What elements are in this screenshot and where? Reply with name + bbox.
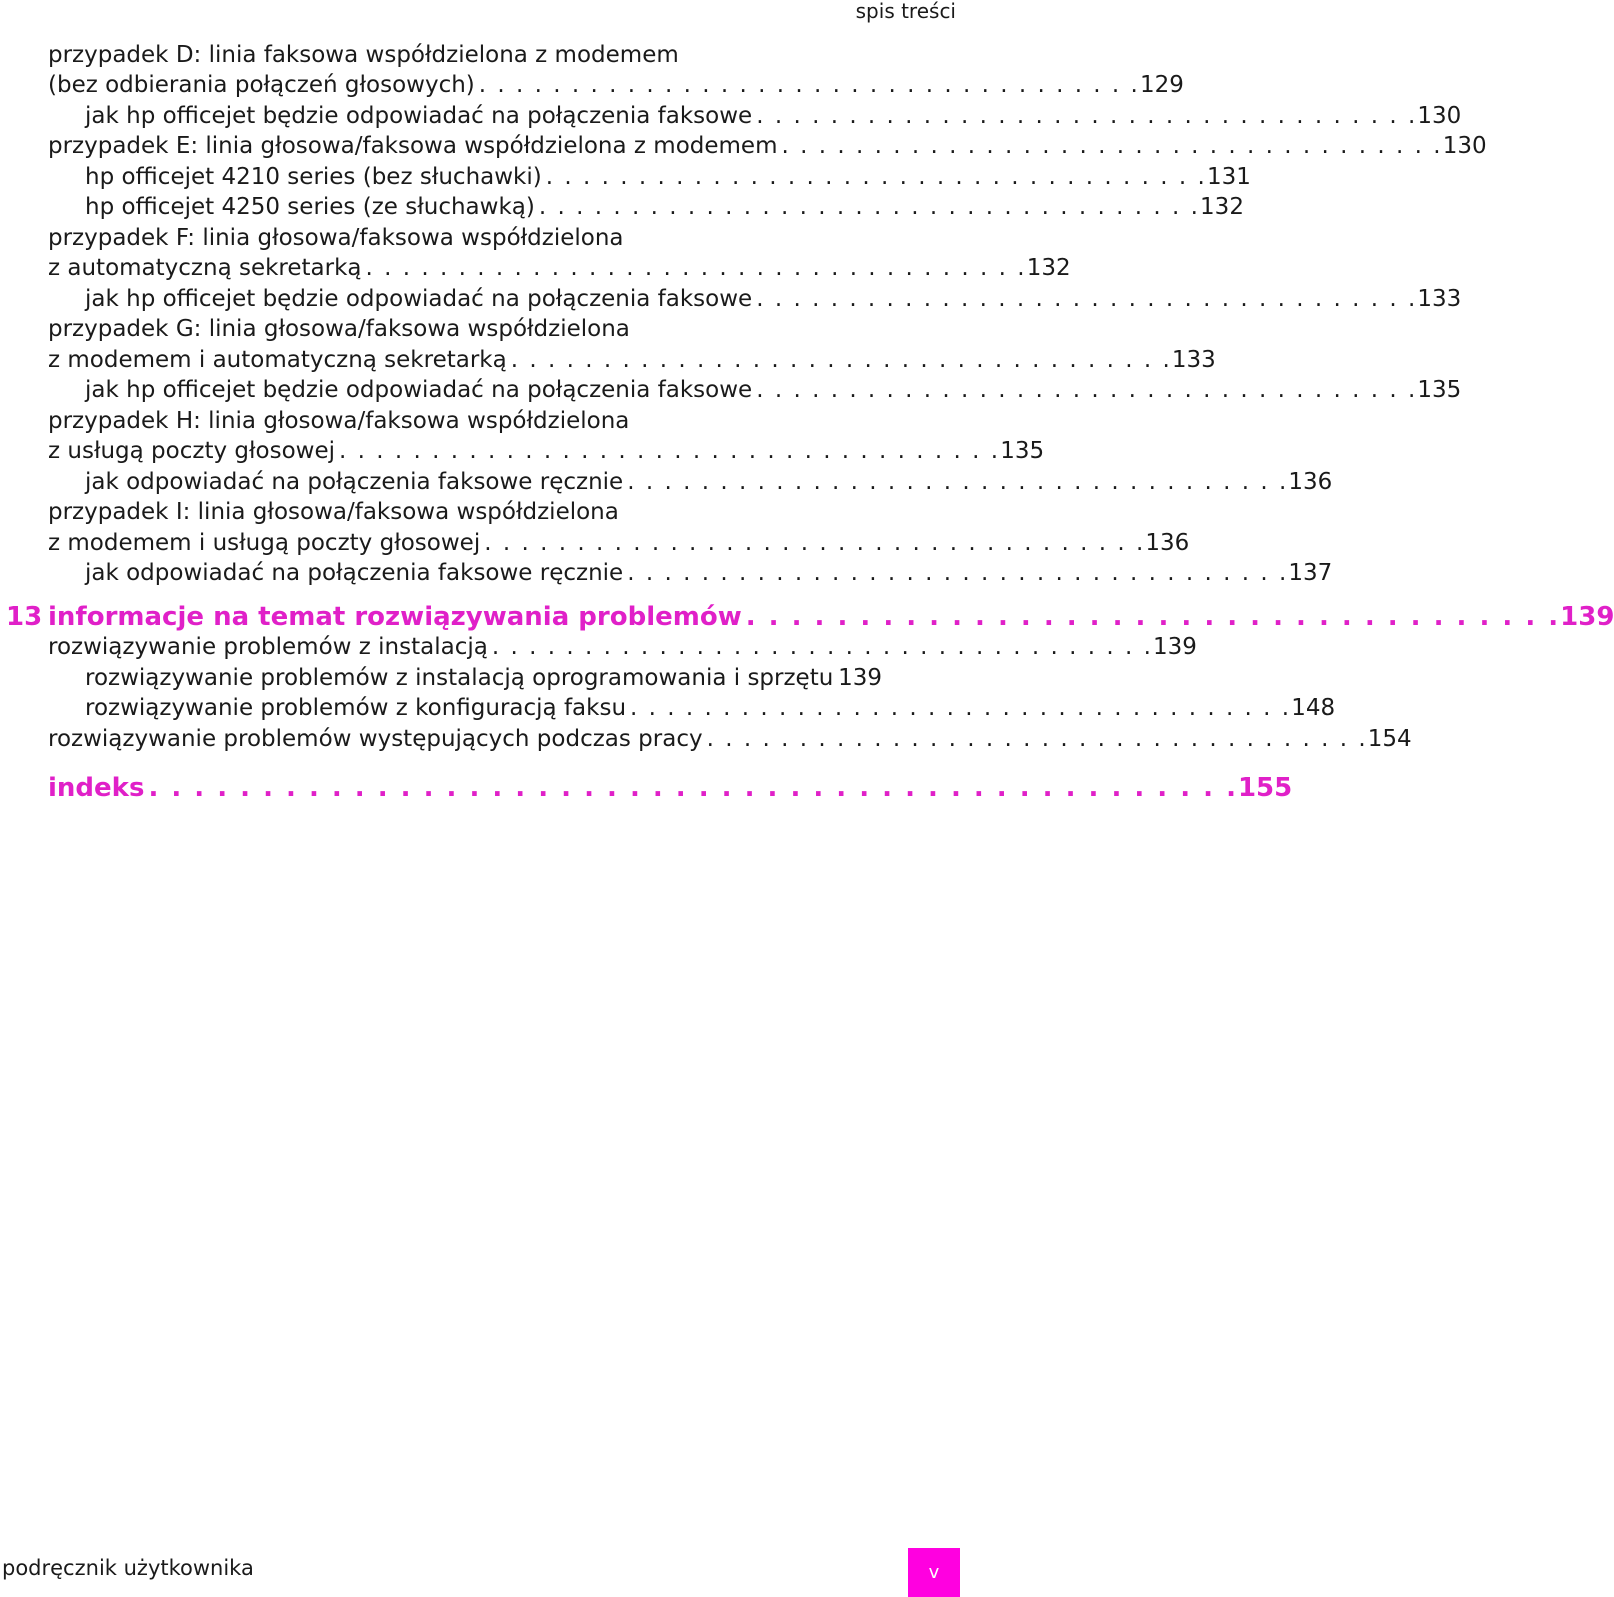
chapter-title: informacje na temat rozwiązywania problemów — [48, 602, 742, 632]
toc-entry[interactable] — [85, 467, 1333, 498]
toc-entry-page: 139 — [1153, 634, 1197, 660]
toc-entry-text: jak odpowiadać na połączenia faksowe ręcznie — [85, 560, 624, 586]
toc-entry-text: jak hp officejet będzie odpowiadać na połączenia faksowe — [85, 286, 753, 312]
dot-leader: . . . . . . . . . . . . . . . . . . . . . . . . . . . . . . . . . . . . — [510, 347, 1172, 373]
toc-entry[interactable] — [85, 558, 1333, 589]
toc-entry-text: jak hp officejet będzie odpowiadać na połączenia faksowe — [85, 377, 753, 403]
toc-entry[interactable] — [48, 314, 882, 345]
index-title: indeks — [48, 773, 145, 803]
dot-leader: . . . . . . . . . . . . . . . . . . . . . . . . . . . . . . . . . . . . — [538, 194, 1200, 220]
dot-leader: . . . . . . . . . . . . . . . . . . . . . . . . . . . . . . . . . . . . — [706, 726, 1368, 752]
toc-entry-text: przypadek H: linia głosowa/faksowa współdzielona — [48, 408, 630, 434]
toc-entry-page: 133 — [1417, 286, 1462, 312]
dot-leader: . . . . . . . . . . . . . . . . . . . . . . . . . . . . . . . . . . . . — [545, 164, 1207, 190]
toc-entry[interactable] — [48, 528, 1190, 559]
toc-entry-page: 136 — [1288, 469, 1333, 495]
toc-entry-text: z automatyczną sekretarką — [48, 255, 362, 281]
toc-entry-text: (bez odbierania połączeń głosowych) — [48, 72, 475, 98]
toc-entry-page: 132 — [1200, 194, 1244, 220]
toc-entry[interactable] — [48, 436, 1045, 467]
toc-entry-page: 154 — [1367, 726, 1412, 752]
toc-entry[interactable] — [85, 663, 882, 694]
toc-entry[interactable] — [48, 724, 1412, 755]
toc-entry-page: 136 — [1145, 530, 1190, 556]
toc-entry[interactable] — [48, 406, 882, 437]
toc-entry-text: hp officejet 4210 series (bez słuchawki) — [85, 164, 542, 190]
toc-entry-text: z modemem i automatyczną sekretarką — [48, 347, 507, 373]
toc-entry[interactable] — [85, 375, 1462, 406]
index-heading[interactable] — [48, 773, 1293, 804]
toc-entry-page: 133 — [1171, 347, 1216, 373]
dot-leader: . . . . . . . . . . . . . . . . . . . . . . . . . . . . . . . . . . . . — [756, 103, 1418, 129]
dot-leader: . . . . . . . . . . . . . . . . . . . . . . . . . . . . . . . . . . . . — [630, 695, 1292, 721]
dot-leader: . . . . . . . . . . . . . . . . . . . . . . . . . . . . . . . . . . . . — [491, 634, 1153, 660]
toc-entry-text: hp officejet 4250 series (ze słuchawką) — [85, 194, 535, 220]
toc-entry-page: 139 — [838, 665, 882, 691]
toc-entry-text: jak odpowiadać na połączenia faksowe ręcznie — [85, 469, 624, 495]
toc-entry-page: 135 — [1417, 377, 1462, 403]
footer-label: podręcznik użytkownika — [2, 1556, 254, 1580]
toc-entry[interactable] — [48, 40, 882, 71]
dot-leader: . . . . . . . . . . . . . . . . . . . . . . . . . . . . . . . . . . . . — [365, 255, 1027, 281]
toc-entry-page: 130 — [1417, 103, 1462, 129]
dot-leader: . . . . . . . . . . . . . . . . . . . . . . . . . . . . . . . . . . . . — [478, 72, 1140, 98]
toc-entry-page: 131 — [1206, 164, 1251, 190]
toc-entry[interactable] — [48, 223, 882, 254]
toc-entry-page: 129 — [1139, 72, 1184, 98]
dot-leader: . . . . . . . . . . . . . . . . . . . . . . . . . . . . . . . . . . . . — [756, 286, 1418, 312]
toc-entry[interactable] — [48, 70, 1184, 101]
index-page: 155 — [1237, 773, 1293, 803]
dot-leader: . . . . . . . . . . . . . . . . . . . . . . . . . . . . . . . . . . . . — [627, 560, 1289, 586]
toc-entry-text: przypadek G: linia głosowa/faksowa współdzielona — [48, 316, 630, 342]
toc-entry-text: rozwiązywanie problemów z konfiguracją faksu — [85, 695, 627, 721]
toc-entry-page: 132 — [1026, 255, 1071, 281]
dot-leader: . . . . . . . . . . . . . . . . . . . . . . . . . . . . . . . . . . . . — [756, 377, 1418, 403]
toc-entry-page: 137 — [1288, 560, 1333, 586]
toc-entry-text: przypadek F: linia głosowa/faksowa współdzielona — [48, 225, 624, 251]
dot-leader: . . . . . . . . . . . . . . . . . . . . . . . . . . . . . . . . . . . . — [339, 438, 1001, 464]
toc-entry-text: rozwiązywanie problemów z instalacją oprogramowania i sprzętu — [85, 665, 834, 691]
toc-entry[interactable] — [85, 162, 1251, 193]
chapter-number: 13 — [6, 602, 43, 632]
dot-leader: . . . . . . . . . . . . . . . . . . . . . . . . . . . . . . . . . . . . — [484, 530, 1146, 556]
chapter-heading[interactable] — [48, 602, 1614, 633]
toc-entry-text: rozwiązywanie problemów z instalacją — [48, 634, 488, 660]
toc-entry-text: przypadek I: linia głosowa/faksowa współdzielona — [48, 499, 619, 525]
toc-entry[interactable] — [48, 345, 1216, 376]
toc-entry[interactable] — [48, 497, 882, 528]
page-number-badge — [908, 1548, 960, 1597]
page-number: v — [928, 1562, 940, 1583]
toc-entry[interactable] — [85, 284, 1462, 315]
toc-entry[interactable] — [48, 253, 1071, 284]
toc-entry[interactable] — [85, 101, 1462, 132]
toc-entry[interactable] — [48, 131, 1487, 162]
toc-entry[interactable] — [85, 192, 1244, 223]
toc-entry-text: rozwiązywanie problemów występujących podczas pracy — [48, 726, 703, 752]
toc-entry[interactable] — [85, 693, 1336, 724]
toc-entry-text: jak hp officejet będzie odpowiadać na połączenia faksowe — [85, 103, 753, 129]
chapter-page: 139 — [1560, 602, 1614, 632]
toc-entry-text: z modemem i usługą poczty głosowej — [48, 530, 481, 556]
toc-entry-page: 130 — [1442, 133, 1487, 159]
dot-leader: . . . . . . . . . . . . . . . . . . . . . . . . . . . . . . . . . . . . — [781, 133, 1443, 159]
toc-entry-text: z usługą poczty głosowej — [48, 438, 336, 464]
toc-entry[interactable] — [48, 632, 1197, 663]
toc-entry-text: przypadek E: linia głosowa/faksowa współdzielona z modemem — [48, 133, 778, 159]
dot-leader: . . . . . . . . . . . . . . . . . . . . . . . . . . . . . . . . . . . . — [627, 469, 1289, 495]
toc-entry-page: 148 — [1291, 695, 1336, 721]
dot-leader: . . . . . . . . . . . . . . . . . . . . . . . . . . . . . . . . . . . . — [745, 602, 1561, 632]
toc-entry-page: 135 — [1000, 438, 1045, 464]
toc-entry-text: przypadek D: linia faksowa współdzielona z modemem — [48, 42, 679, 68]
dot-leader: . . . . . . . . . . . . . . . . . . . . . . . . . . . . . . . . . . . . . . . . . . . . . . . . — [148, 773, 1238, 803]
running-header: spis treści — [855, 0, 956, 23]
